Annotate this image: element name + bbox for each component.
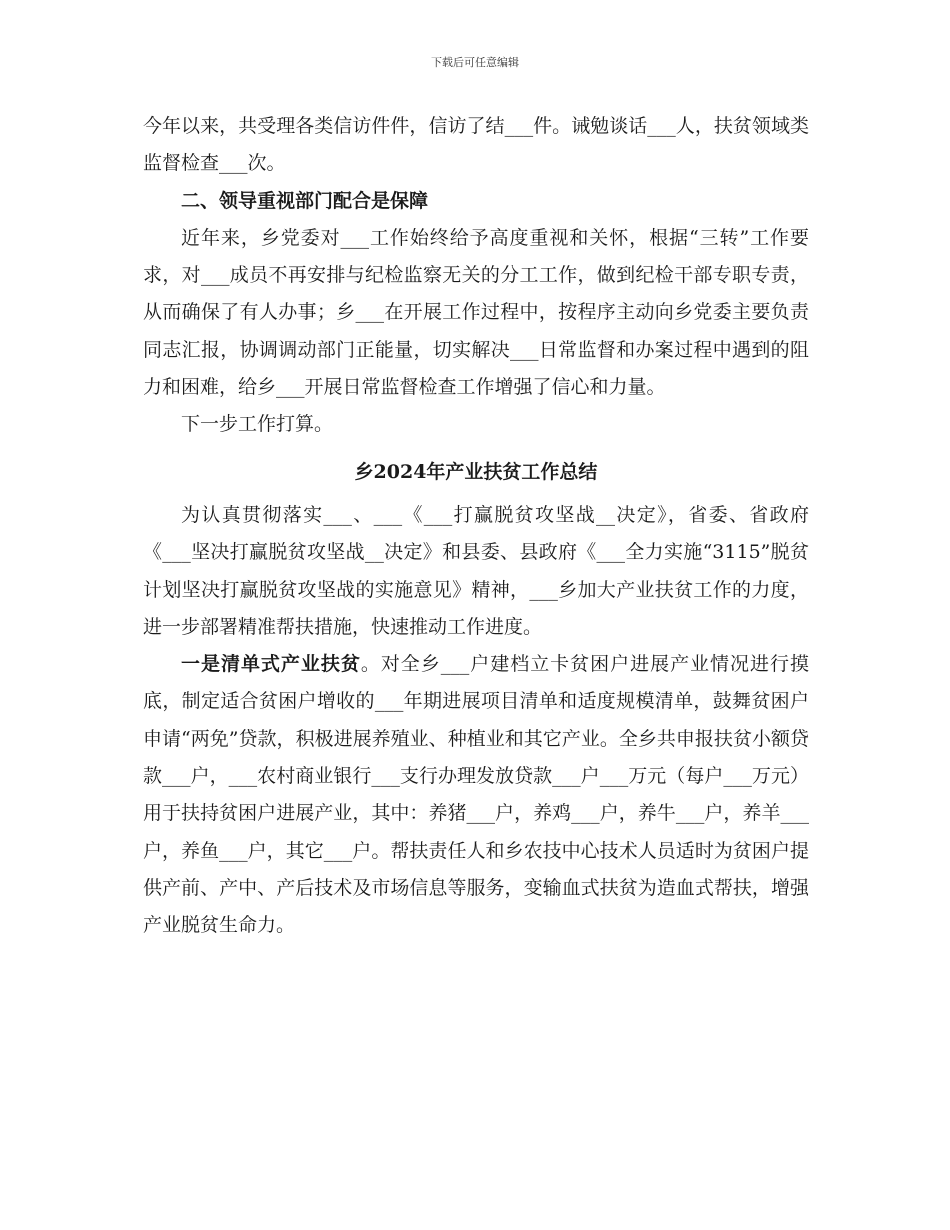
paragraph-next-steps: 下一步工作打算。 (181, 413, 334, 436)
document-title: 乡2024年产业扶贫工作总结 (354, 460, 598, 483)
paragraph-body: 。对全乡___户建档立卡贫困户进展产业情况进行摸底，制定适合贫困户增收的___年期进展项目清单和适度规模清单，鼓舞贫困户申请“两免”贷款，积极进展养殖业、种植业和其它产业。全乡共申报扶贫小额贷款___户，___农村商业银行___支行办理发放贷款___户___万元（每户___万元）用于扶持贫困户进展产业，其中：养猪___户，养鸡___户，养牛___户，养羊___户，养鱼___户，其它___户。帮扶责任人和乡农技中心技术人员适时为贫困户提供产前、产中、产后技术及市场信息等服务，变输血式扶贫为造血式帮扶，增强产业脱贫生命力。 (143, 653, 809, 937)
paragraph-intro: 为认真贯彻落实___、___《___打赢脱贫攻坚战__决定》，省委、省政府《___坚决打赢脱贫攻坚战__决定》和县委、县政府《___全力实施“3115”脱贫计划坚决打赢脱贫攻坚战的实施意见》精神，___乡加大产业扶贫工作的力度，进一步部署精准帮扶措施，快速推动工作进度。 (143, 503, 809, 638)
document-body (143, 108, 809, 945)
paragraph-complaints-summary: 今年以来，共受理各类信访件件，信访了结___件。诫勉谈话___人，扶贫领域类监督检查___次。 (143, 115, 809, 175)
paragraph-lead-bold: 一是清单式产业扶贫 (181, 653, 361, 676)
page-header-note: 下载后可任意编辑 (431, 56, 519, 69)
section-heading-leadership: 二、领导重视部门配合是保障 (181, 189, 429, 212)
paragraph-leadership: 近年来，乡党委对___工作始终给予高度重视和关怀，根据“三转”工作要求，对___成员不再安排与纪检监察无关的分工工作，做到纪检干部专职专责，从而确保了有人办事；乡___在开展工作过程中，按程序主动向乡党委主要负责同志汇报，协调调动部门正能量，切实解决___日常监督和办案过程中遇到的阻力和困难，给乡___开展日常监督检查工作增强了信心和力量。 (143, 226, 809, 399)
paragraph-checklist-poverty-alleviation (143, 646, 809, 944)
